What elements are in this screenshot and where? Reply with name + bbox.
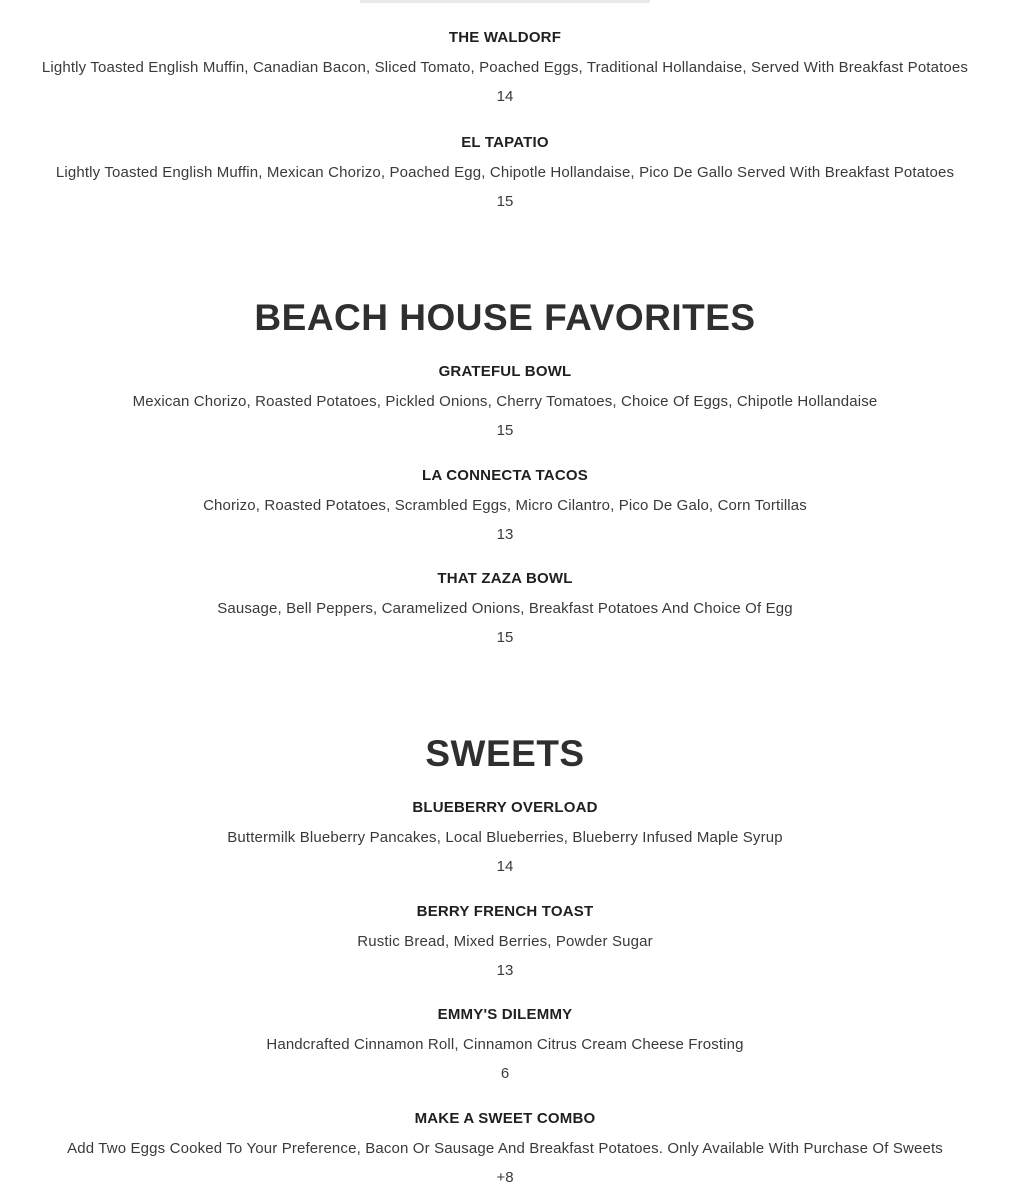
menu-item <box>0 1109 1010 1188</box>
menu-item <box>0 1005 1010 1084</box>
item-description: Add Two Eggs Cooked To Your Preference, Bacon Or Sausage And Breakfast Potatoes. Only Available With Purchase Of Sweets <box>67 1140 943 1157</box>
item-price: 15 <box>496 629 514 646</box>
item-price: 14 <box>496 858 514 875</box>
item-description: Handcrafted Cinnamon Roll, Cinnamon Citrus Cream Cheese Frosting <box>266 1036 744 1053</box>
menu-item <box>0 569 1010 648</box>
item-price: 6 <box>500 1065 510 1082</box>
item-price: 14 <box>496 88 514 105</box>
menu-item <box>0 798 1010 877</box>
item-description: Sausage, Bell Peppers, Caramelized Onions, Breakfast Potatoes And Choice Of Egg <box>217 600 793 617</box>
item-price: +8 <box>496 1169 514 1186</box>
item-description: Rustic Bread, Mixed Berries, Powder Sugar <box>357 933 653 950</box>
item-price: 15 <box>496 422 514 439</box>
section-title: SWEETS <box>425 733 585 774</box>
item-name: BLUEBERRY OVERLOAD <box>412 799 598 816</box>
item-price: 13 <box>496 526 514 543</box>
item-name: MAKE A SWEET COMBO <box>414 1110 596 1127</box>
item-description: Lightly Toasted English Muffin, Canadian Bacon, Sliced Tomato, Poached Eggs, Traditional Hollandaise, Served With Breakfast Potatoes <box>41 59 969 76</box>
item-name: EMMY'S DILEMMY <box>437 1006 573 1023</box>
item-description: Chorizo, Roasted Potatoes, Scrambled Eggs, Micro Cilantro, Pico De Galo, Corn Tortillas <box>203 497 807 514</box>
menu-item <box>0 362 1010 441</box>
item-name: BERRY FRENCH TOAST <box>416 903 594 920</box>
item-description: Lightly Toasted English Muffin, Mexican Chorizo, Poached Egg, Chipotle Hollandaise, Pico De Gallo Served With Breakfast Potatoes <box>55 164 955 181</box>
section-title: BEACH HOUSE FAVORITES <box>254 297 756 338</box>
item-name: GRATEFUL BOWL <box>438 363 572 380</box>
item-name: THAT ZAZA BOWL <box>437 570 573 587</box>
item-name: LA CONNECTA TACOS <box>422 467 588 484</box>
item-price: 15 <box>496 193 514 210</box>
item-description: Buttermilk Blueberry Pancakes, Local Blueberries, Blueberry Infused Maple Syrup <box>227 829 783 846</box>
item-name: EL TAPATIO <box>461 134 549 151</box>
menu-item <box>0 133 1010 212</box>
menu-item <box>0 28 1010 107</box>
item-name: THE WALDORF <box>448 29 562 46</box>
item-description: Mexican Chorizo, Roasted Potatoes, Pickled Onions, Cherry Tomatoes, Choice Of Eggs, Chipotle Hollandaise <box>132 393 878 410</box>
menu-item <box>0 902 1010 981</box>
menu-item <box>0 466 1010 545</box>
item-price: 13 <box>496 962 514 979</box>
cut-off-heading <box>0 0 1010 2</box>
